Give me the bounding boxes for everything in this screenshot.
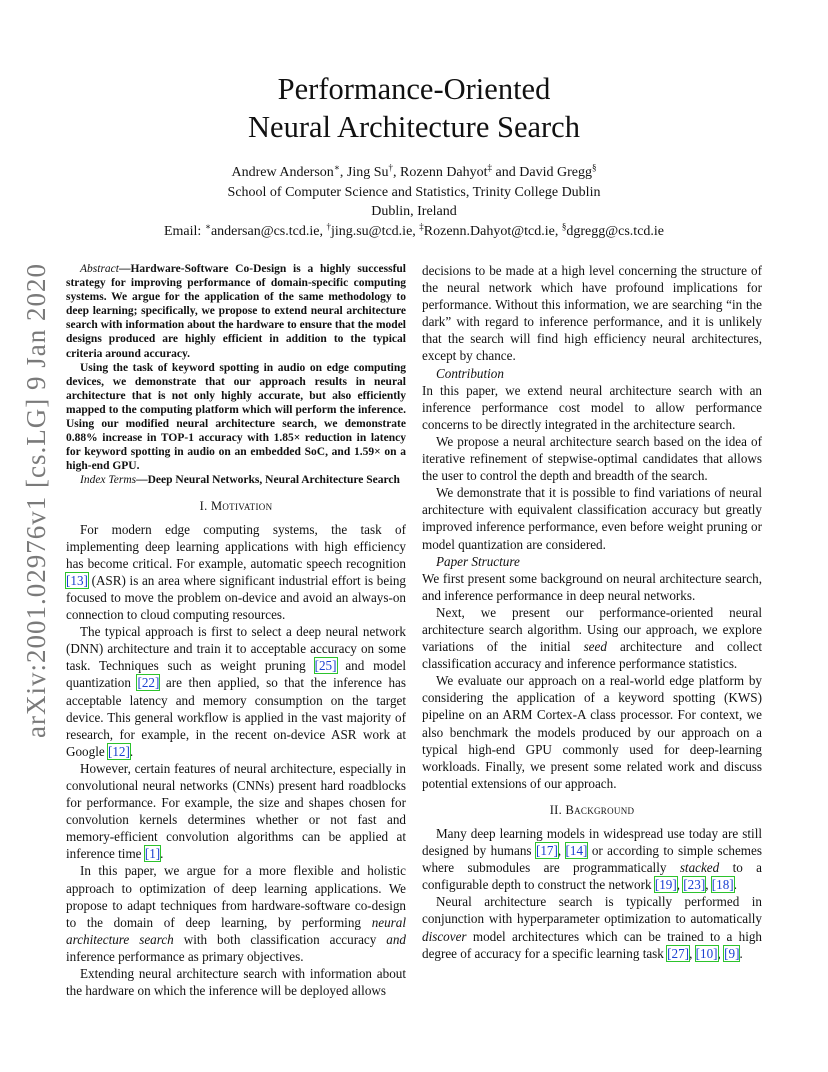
paragraph: In this paper, we extend neural architecture search with an inference performance cost model to allow performance concerns to be directly integrated in the architecture search. — [422, 382, 762, 432]
emphasis: discover — [422, 928, 467, 944]
email-address[interactable]: andersan@cs.tcd.ie, — [210, 223, 323, 239]
paragraph — [422, 893, 762, 961]
section-number: II. — [549, 802, 566, 817]
citation-link[interactable]: [23] — [683, 877, 706, 893]
paragraph: We propose a neural architecture search based on the idea of iterative refinement of stepwise-optimal candidates that allows the user to control the depth and breadth of the search. — [422, 433, 762, 484]
paragraph: decisions to be made at a high level concerning the structure of the neural network which have profound implications for performance. Without this information, we are searching “in the dark” with regard to inference performance, and it is unlikely that the search will find high efficiency neural architectures, except by chance. — [422, 263, 762, 364]
text: Next, we present our performance-oriented neural architecture search algorithm. Using our approach, we explore variations of the initial — [422, 604, 762, 655]
text: (ASR) is an area where significant industrial effort is being focused to move the problem on-device and avoid an always-on connection to cloud computing resources. — [66, 572, 406, 623]
emphasis: and — [386, 931, 406, 947]
text: to a configurable depth to construct the network — [422, 860, 763, 893]
text: The typical approach is first to select a deep neural network (DNN) architecture and train it to acceptable accuracy on some task. Techniques such as weight pruning — [66, 624, 406, 674]
text: are then applied, so that the inference has acceptable latency and memory consumption on the target device. This general workflow is applied in the vast majority of research, for example, in the recent on-device ASR work at Google — [66, 675, 406, 759]
author-mark: ∗ — [333, 162, 340, 173]
author-name: David Gregg — [519, 165, 592, 180]
email-address[interactable]: Rozenn.Dahyot@tcd.ie, — [423, 223, 559, 239]
paper-title — [0, 70, 828, 146]
author-name: Andrew Anderson — [231, 165, 334, 180]
author-name: Jing Su — [346, 165, 389, 180]
arxiv-identifier: arXiv:2001.02976v1 [cs.LG] 9 Jan 2020 — [20, 262, 51, 738]
author-name: Rozenn Dahyot — [400, 165, 488, 180]
index-terms-text: —Deep Neural Networks, Neural Architecture Search — [136, 474, 400, 487]
title-line-2: Neural Architecture Search — [248, 110, 580, 144]
paragraph: We first present some background on neural architecture search, and inference performance in deep neural networks. — [422, 570, 762, 603]
location: Dublin, Ireland — [371, 204, 457, 219]
abstract-label: Abstract — [80, 263, 119, 275]
citation-link[interactable]: [22] — [137, 675, 160, 691]
paragraph — [66, 623, 406, 760]
text: . — [739, 945, 743, 961]
right-column — [422, 262, 762, 962]
paragraph: We demonstrate that it is possible to find variations of neural architecture with equivalent classification accuracy but greatly improved inference performance, even before weight pruning or model quantization are considered. — [422, 485, 762, 552]
citation-link[interactable]: [17] — [535, 843, 558, 859]
separator: , — [339, 165, 347, 180]
separator: and — [492, 165, 520, 180]
text: , — [689, 945, 696, 961]
separator: , — [393, 165, 401, 180]
citation-link[interactable]: [19] — [654, 877, 677, 893]
citation-link[interactable]: [12] — [107, 743, 130, 759]
text: . — [733, 877, 737, 893]
text: , — [705, 877, 712, 893]
email-line — [0, 222, 828, 242]
text: , — [717, 945, 725, 961]
author-block — [0, 163, 828, 241]
text: However, certain features of neural architecture, especially in convolutional neural networks (CNNs) present hard roadblocks for performance. For example, the size and shapes chosen for convolution kernels determines whether or not fast and memory-efficient convolution algorithms can be applied at inference time — [66, 760, 406, 862]
author-mark: § — [561, 220, 567, 231]
text: For modern edge computing systems, the task of implementing deep learning applications with high efficiency has become critical. For example, automatic speech recognition — [66, 521, 406, 571]
author-mark: ‡ — [487, 162, 493, 173]
emphasis: neural architecture search — [66, 914, 406, 947]
text: In this paper, we argue for a more flexible and holistic approach to optimization of deep learning applications. We propose to adapt techniques from hardware-software co-design to the domain of deep learning, by performing — [66, 863, 406, 930]
citation-link[interactable]: [1] — [144, 846, 161, 862]
text: , — [676, 877, 684, 893]
text: model architectures which can be trained to a high degree of accuracy for a specific learning task — [422, 928, 762, 961]
text: architecture and collect classification accuracy and inference performance statistics. — [422, 639, 762, 672]
paragraph — [66, 760, 406, 863]
citation-link[interactable]: [27] — [667, 945, 690, 961]
paragraph — [422, 604, 762, 672]
section-title: Background — [565, 802, 635, 817]
email-label: Email: — [163, 223, 205, 239]
section-title: Motivation — [210, 498, 273, 513]
text: inference performance as primary objectives. — [66, 948, 304, 964]
author-mark: † — [326, 220, 331, 231]
citation-link[interactable]: [18] — [711, 877, 734, 893]
paragraph — [66, 521, 406, 624]
index-terms-label: Index Terms — [80, 474, 137, 487]
abstract-paragraph-1 — [66, 262, 406, 361]
citation-link[interactable]: [10] — [695, 945, 718, 961]
section-heading-background — [422, 802, 762, 819]
section-heading-motivation — [66, 498, 406, 515]
emphasis: stacked — [679, 860, 720, 876]
author-mark: § — [591, 162, 597, 173]
citation-link[interactable]: [25] — [314, 658, 337, 674]
paragraph: We evaluate our approach on a real-world edge platform by considering the application of a keyword spotting (KWS) pipeline on an ARM Cortex-A class processor. For context, we also benchmark the models produced by our approach on a typical high-end GPU commonly used for deep-learning workloads. Finally, we present some related work and discuss potential extensions of our approach. — [422, 673, 762, 791]
author-names — [0, 163, 828, 183]
citation-link[interactable]: [13] — [66, 572, 88, 588]
left-column — [66, 262, 406, 999]
citation-link[interactable]: [14] — [565, 843, 588, 859]
emphasis: seed — [583, 639, 607, 655]
affiliation: School of Computer Science and Statistics, Trinity College Dublin — [227, 184, 601, 200]
email-address[interactable]: jing.su@tcd.ie, — [330, 223, 416, 239]
subsection-heading-contribution: Contribution — [436, 365, 504, 381]
author-mark: ∗ — [204, 220, 211, 231]
abstract-paragraph-2: Using the task of keyword spotting in audio on edge computing devices, we demonstrate that our approach results in neural architecture that is not only highly accurate, but also efficiently mapped to the computing platform which will perform the inference. Using our modified neural architecture search, we demonstrate 0.88% increase in TOP-1 accuracy with 1.85× reduction in latency for keyword spotting in audio on an embedded SoC, and 1.59× on a high-end GPU. — [66, 361, 406, 473]
title-line-1: Performance-Oriented — [277, 72, 551, 106]
paragraph — [66, 862, 406, 965]
paragraph: Extending neural architecture search with information about the hardware on which the inference will be deployed allows — [66, 966, 406, 999]
text: , — [557, 843, 566, 859]
arxiv-sidebar — [12, 262, 60, 738]
subsection-heading-paper-structure: Paper Structure — [436, 553, 520, 569]
text: Many deep learning models in widespread use today are still designed by humans — [422, 826, 762, 859]
text: or according to simple schemes where submodules are programmatically — [422, 843, 762, 876]
citation-link[interactable]: [9] — [724, 945, 740, 961]
text: Neural architecture search is typically performed in conjunction with hyperparameter optimization to automatically — [422, 894, 762, 927]
email-address[interactable]: dgregg@cs.tcd.ie — [566, 223, 665, 239]
author-mark: ‡ — [419, 220, 424, 231]
author-mark: † — [388, 162, 394, 173]
paragraph — [422, 825, 762, 893]
text: and model quantization — [66, 658, 406, 691]
text: . — [129, 743, 134, 759]
text: with both classification accuracy — [173, 931, 387, 947]
abstract-text: —Hardware-Software Co-Design is a highly successful strategy for improving performance of domain-specific computing systems. We argue for the application of the same methodology to deep learning; specifically, we propose to extend neural architecture search with information about the hardware to ensure that the model designs produced are highly efficient in addition to the typical criteria around accuracy. — [66, 263, 406, 360]
section-number: I. — [199, 498, 211, 513]
index-terms — [66, 473, 406, 487]
text: . — [160, 846, 164, 862]
